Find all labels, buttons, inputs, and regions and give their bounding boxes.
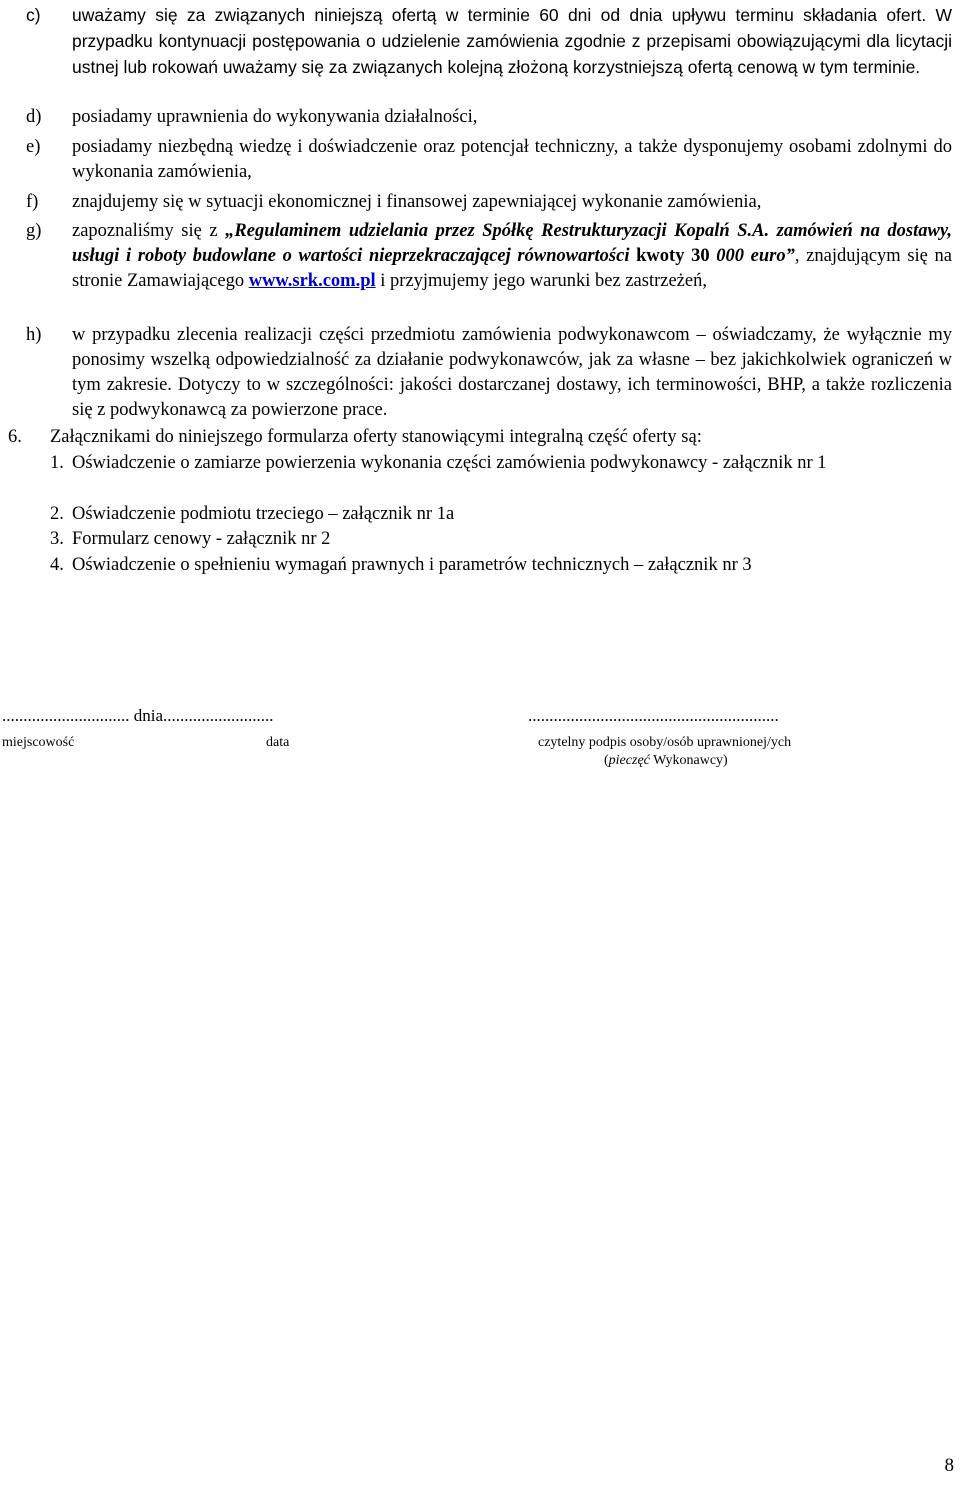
amount-value: 000 euro (709, 246, 786, 266)
attachment-2-number: 2. (50, 504, 64, 524)
quote-close: ” (785, 246, 795, 266)
attachment-4-number: 4. (50, 555, 64, 575)
clause-e (26, 135, 952, 185)
page-number: 8 (944, 1455, 954, 1476)
clause-c-text: uważamy się za związanych niniejszą ofertą w terminie 60 dni od dnia upływu terminu składania ofert. W przypadku kontynuacji postępowania o udzielenie zamówienia zgodnie z przepisami obowiązującymi dla licytacji ustnej lub rokowań uważamy się za związanych kolejną złożoną korzystniejszą ofertą cenową w tym terminie. (72, 5, 952, 77)
section-6-heading: Załącznikami do niniejszego formularza oferty stanowiącymi integralną część oferty są: (50, 427, 702, 447)
place-date-line (2, 706, 274, 726)
clause-h-label: h) (26, 325, 42, 345)
attachment-1-text: Oświadczenie o zamiarze powierzenia wykonania części zamówienia podwykonawcy - załącznik nr 1 (72, 453, 827, 473)
clause-g (26, 219, 952, 294)
website-link[interactable]: www.srk.com.pl (248, 271, 376, 291)
attachment-item-3 (50, 527, 940, 552)
stamp-word: pieczęć (608, 753, 650, 768)
clause-d-text: posiadamy uprawnienia do wykonywania działalności, (72, 107, 478, 127)
clause-c (26, 2, 952, 80)
attachment-4-text: Oświadczenie o spełnieniu wymagań prawnych i parametrów technicznych – załącznik nr 3 (72, 555, 752, 575)
stamp-rest: Wykonawcy) (649, 753, 728, 768)
clause-d-label: d) (26, 107, 42, 127)
stamp-caption (604, 753, 728, 769)
attachment-1-number: 1. (50, 453, 64, 473)
clause-f-text: znajdujemy się w sytuacji ekonomicznej i finansowej zapewniającej wykonanie zamówienia, (72, 192, 762, 212)
clause-h (26, 323, 952, 423)
attachment-3-text: Formularz cenowy - załącznik nr 2 (72, 529, 331, 549)
attachment-2-text: Oświadczenie podmiotu trzeciego – załącznik nr 1a (72, 504, 455, 524)
regulation-title: „Regulaminem udzielania przez Spółkę Restrukturyzacji Kopalń S.A. zamówień na dostawy, usługi i roboty budowlane o wartości nieprzekraczającej równowartości (72, 221, 952, 266)
stamp-open: ( (604, 753, 609, 768)
clause-e-label: e) (26, 137, 41, 157)
clause-g-text (72, 219, 952, 294)
signature-line: ........................................................... (528, 706, 779, 725)
date-caption: data (266, 735, 290, 750)
attachment-3-number: 3. (50, 529, 64, 549)
clause-f (26, 190, 952, 215)
section-6 (8, 425, 952, 450)
clause-g-intro: zapoznaliśmy się z (72, 221, 226, 241)
day-word: dnia (133, 706, 164, 725)
amount-prefix: kwoty 30 (636, 246, 710, 266)
clause-f-label: f) (26, 192, 39, 212)
place-caption: miejscowość (2, 735, 75, 750)
clause-c-label: c) (26, 5, 41, 25)
clause-g-end: i przyjmujemy jego warunki bez zastrzeżeń, (375, 271, 707, 291)
attachment-item-1 (50, 451, 950, 476)
clause-g-label: g) (26, 221, 42, 241)
clause-g-middle: , znajdującym się na stronie Zamawiającego (72, 246, 952, 291)
attachment-item-4 (50, 553, 940, 578)
date-dots: .......................... (163, 706, 274, 725)
clause-h-text: w przypadku zlecenia realizacji części przedmiotu zamówienia podwykonawcom – oświadczamy, że wyłącznie my ponosimy wszelką odpowiedzialność za działanie podwykonawców, jak za własne – bez jakichkolwiek ograniczeń w tym zakresie. Dotyczy to w szczególności: jakości dostarczanej dostawy, ich terminowości, BHP, a także rozliczenia się z podwykonawcą za powierzone prace. (72, 325, 952, 420)
section-6-label: 6. (8, 427, 22, 447)
signature-caption: czytelny podpis osoby/osób uprawnionej/ych (538, 735, 792, 750)
clause-e-text: posiadamy niezbędną wiedzę i doświadczenie oraz potencjał techniczny, a także dysponujemy osobami zdolnymi do wykonania zamówienia, (72, 137, 952, 182)
attachment-item-2 (50, 502, 940, 527)
clause-d (26, 105, 952, 130)
place-dots: .............................. (2, 706, 130, 725)
